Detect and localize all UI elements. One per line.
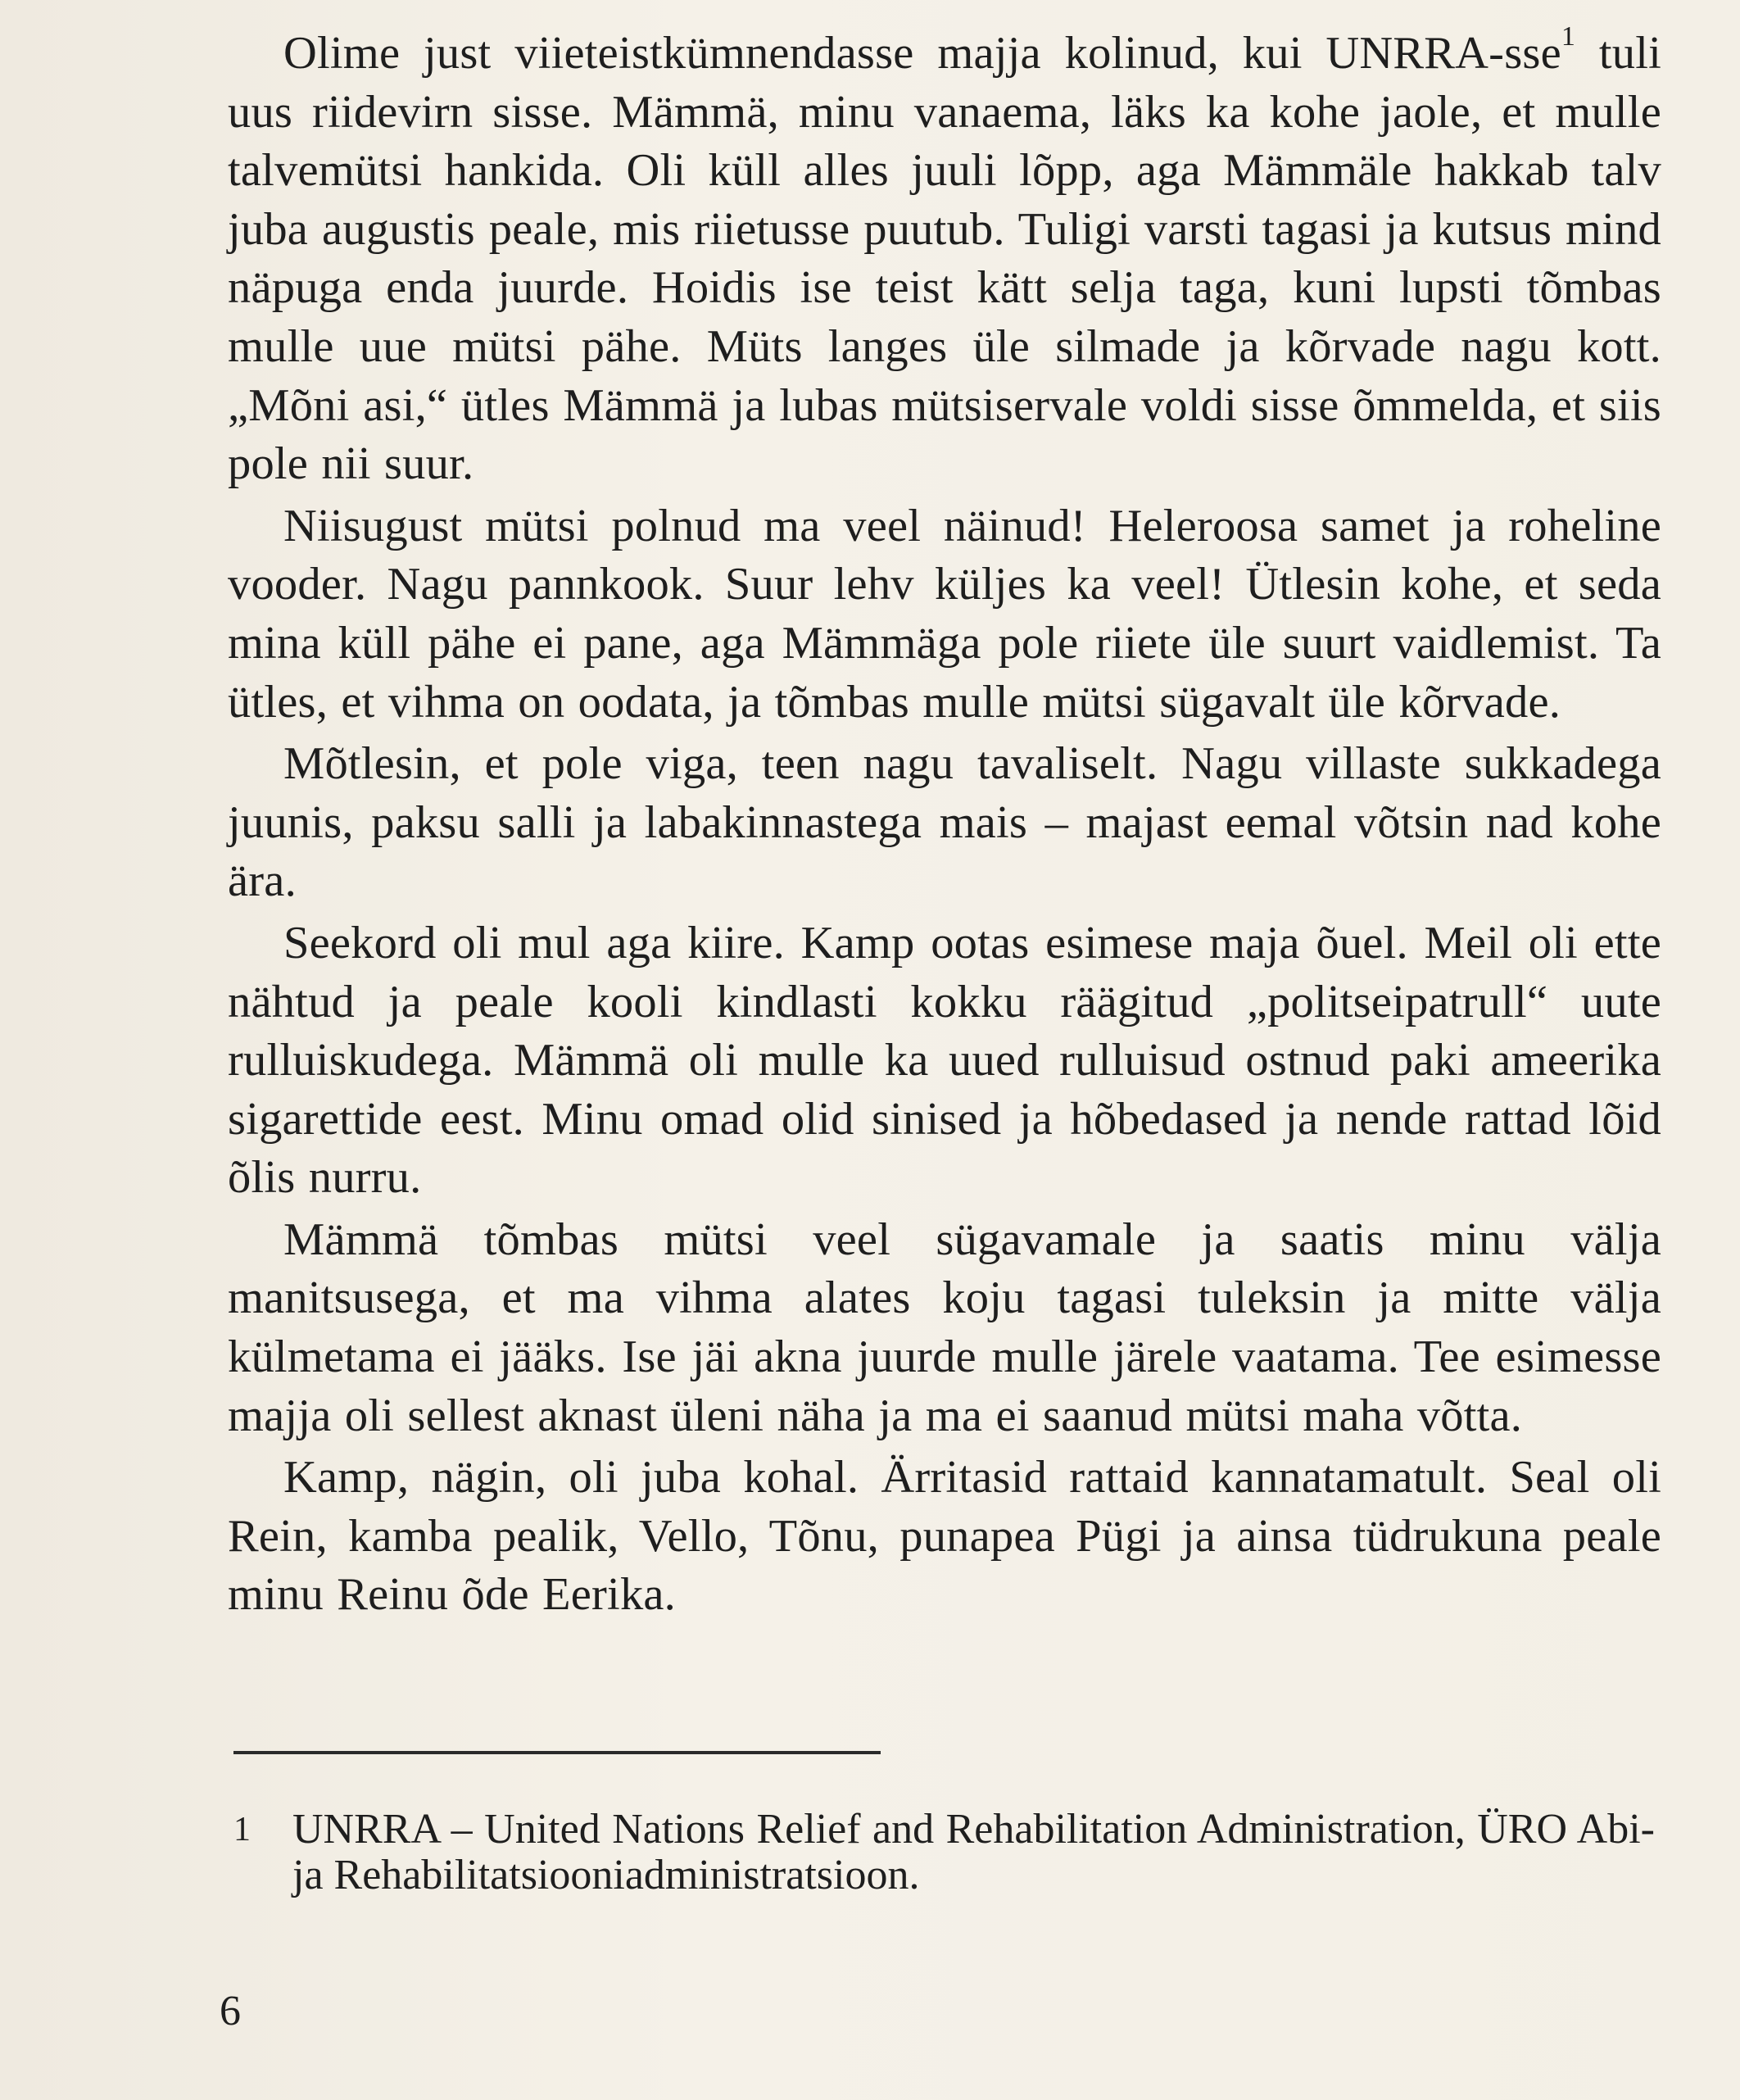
- body-text: [228, 21, 1662, 1625]
- footnote-reference: 1: [1561, 21, 1576, 52]
- paragraph-5: Mämmä tõmbas mütsi veel sügavamale ja saatis minu välja manitsusega, et ma vihma alates koju tagasi tuleksin ja mitte välja külmetama ei jääks. Ise jäi akna juurde mulle järele vaatama. Tee esimesse majja oli sellest aknast üleni näha ja ma ei saanud mütsi maha võtta.: [228, 1213, 1661, 1441]
- page-number: 6: [220, 1988, 241, 2034]
- footnote-divider: [233, 1751, 881, 1754]
- paragraph-2: Niisugust mütsi polnud ma veel näinud! Heleroosa samet ja roheline vooder. Nagu pannkook. Suur lehv küljes ka veel! Ütlesin kohe, et seda mina küll pähe ei pane, aga Mämmäga pole riiete üle suurt vaidlemist. Ta ütles, et vihma on oodata, ja tõmbas mulle mütsi sügavalt üle kõrvade.: [228, 500, 1661, 728]
- paragraph-1-text-start: Olime just viieteistkümnendasse majja kolinud, kui UNRRA-sse: [283, 28, 1561, 79]
- paragraph-1-text-end: tuli uus riidevirn sisse. Mämmä, minu vanaema, läks ka kohe jaole, et mulle talvemütsi hankida. Oli küll alles juuli lõpp, aga Mämmäle hakkab talv juba augustis peale, mis riietusse puutub. Tuligi varsti tagasi ja kutsus mind näpuga enda juurde. Hoidis ise teist kätt selja taga, kuni lupsti tõmbas mulle uue mütsi pähe. Müts langes üle silmade ja kõrvade nagu kott. „Mõni asi,“ ütles Mämmä ja lubas mütsiservale voldi sisse õmmelda, et siis pole nii suur.: [228, 28, 1662, 490]
- paragraph-1: [228, 21, 1662, 494]
- footnote-marker: 1: [233, 1811, 251, 1848]
- paragraph-4: Seekord oli mul aga kiire. Kamp ootas esimese maja õuel. Meil oli ette nähtud ja peale kooli kindlasti kokku räägitud „politseipatrull“ uute rulluiskudega. Mämmä oli mulle ka uued rulluisud ostnud paki ameerika sigarettide eest. Minu omad olid sinised ja hõbedased ja nende rattad lõid õlis nurru.: [228, 917, 1661, 1204]
- paragraph-3: Mõtlesin, et pole viga, teen nagu tavaliselt. Nagu villaste sukkadega juunis, paksu salli ja labakinnastega mais – majast eemal võtsin nad kohe ära.: [228, 738, 1661, 907]
- footnote-text: UNRRA – United Nations Relief and Rehabilitation Administration, ÜRO Abi- ja Rehabilitatsiooniadministratsioon.: [292, 1806, 1655, 1898]
- paragraph-6: Kamp, nägin, oli juba kohal. Ärritasid rattaid kannatamatult. Seal oli Rein, kamba pealik, Vello, Tõnu, punapea Pügi ja ainsa tüdrukuna peale minu Reinu õde Eerika.: [228, 1452, 1661, 1621]
- footnote: [233, 1807, 1655, 1898]
